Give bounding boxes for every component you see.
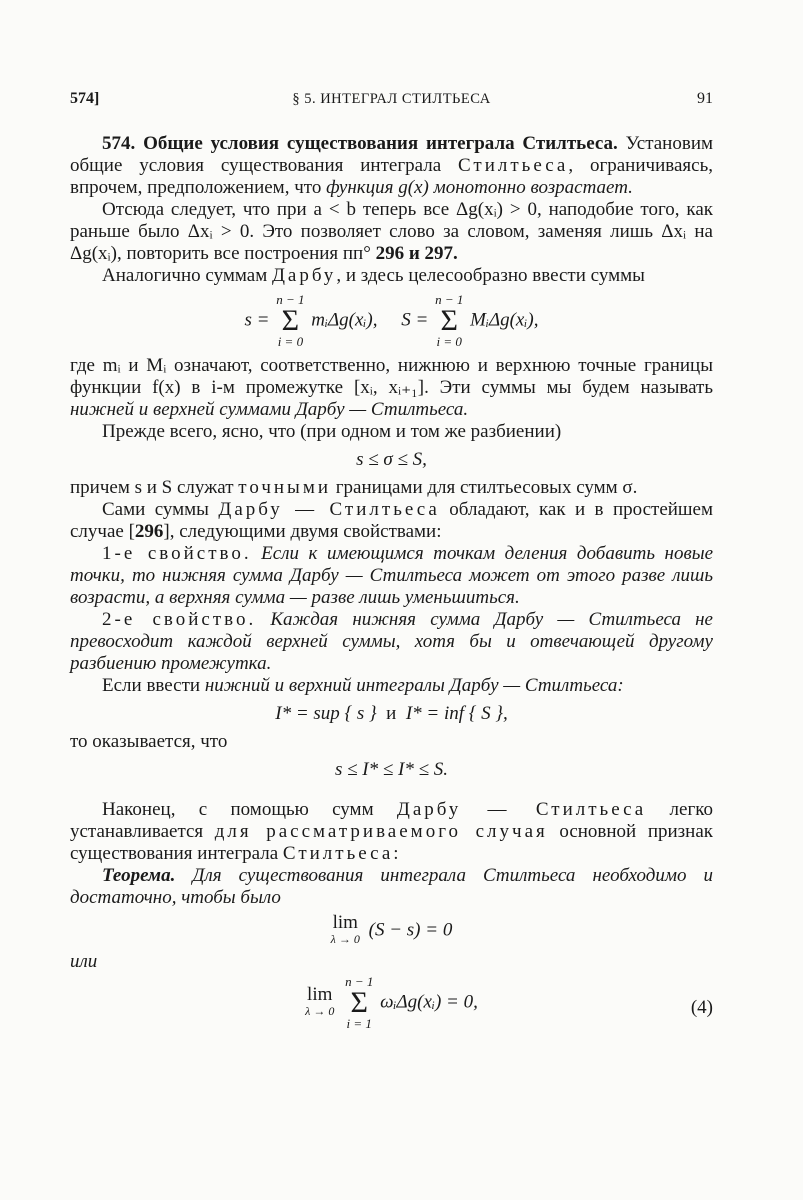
criterion-spaced-3: Стилтьеса <box>282 843 394 864</box>
property-1-text: Если к имеющимся точкам деления добавить новые точки, то нижняя сумма Дарбу — Стилтьеса может от этого разве лишь возрасти, а верхняя сумма — разве лишь уменьшиться. <box>70 543 713 608</box>
first-of-all-text: Прежде всего, ясно, что (при одном и том же разбиении) <box>102 421 562 442</box>
props-text-1: Сами суммы <box>102 499 219 520</box>
integrals-text: Если ввести <box>102 675 205 696</box>
formula-limit-2 <box>70 975 713 1031</box>
formula-darboux-sums <box>70 292 713 349</box>
sigma-omega-sum <box>345 975 373 1031</box>
props-text-3: ], следующими двумя свойствами: <box>163 521 442 542</box>
section-heading-title: Общие условия существования интеграла Стилтьеса. <box>143 133 618 154</box>
intro-italic: функция g(x) монотонно возрастает. <box>326 177 633 198</box>
lim-subscript: λ → 0 <box>305 1004 335 1018</box>
property-1-label: 1-е свойство. <box>102 543 252 564</box>
sigma-upper-sum <box>435 293 463 349</box>
lim-subscript: λ → 0 <box>330 932 360 946</box>
criterion-text-2: легко устанавливается <box>70 799 714 842</box>
sigma-sign: Σ <box>281 304 300 337</box>
sigma-lower-limit: i = 1 <box>346 1016 372 1031</box>
sigma-sign: Σ <box>440 304 458 337</box>
darboux-text-2: , и здесь целесообразно ввести суммы <box>336 265 645 286</box>
paragraph-theorem <box>70 865 713 909</box>
limit-1-expression: (S − s) = 0 <box>368 919 453 941</box>
paragraph-exact-bounds <box>70 477 713 499</box>
exact-text-2: границами для стилтьесовых сумм σ. <box>331 477 638 498</box>
paragraph-intro <box>70 133 713 199</box>
page-number: 91 <box>697 90 713 107</box>
formula-s-term: mᵢΔg(xᵢ), <box>311 309 378 331</box>
formula-inequality-2: s ≤ I* ≤ I* ≤ S. <box>334 759 449 780</box>
paragraph-darboux-sums <box>70 265 713 287</box>
paragraph-bounds <box>70 355 713 421</box>
section-number: 574] <box>70 90 100 107</box>
props-ref: 296 <box>134 521 164 542</box>
page-header <box>70 90 713 114</box>
lim-operator <box>305 984 335 1019</box>
darboux-text-1: Аналогично суммам <box>102 265 272 286</box>
formula-integrals <box>70 703 713 725</box>
limit-2-expression: ωᵢΔg(xᵢ) = 0, <box>380 991 478 1013</box>
paragraph-property-2 <box>70 609 713 675</box>
running-title: § 5. ИНТЕГРАЛ СТИЛТЬЕСА <box>292 91 491 107</box>
lim-word: lim <box>332 912 358 933</box>
sigma-upper-limit: n − 1 <box>345 974 374 989</box>
formula-s-lhs: s = <box>244 309 275 331</box>
lim-operator <box>330 912 360 947</box>
page-body <box>70 133 713 1031</box>
or-word: или <box>70 951 98 972</box>
formula-and: и <box>386 703 397 724</box>
name-darboux: Дарбу <box>271 265 337 286</box>
paragraph-properties-intro <box>70 499 713 543</box>
equation-number: (4) <box>690 997 713 1018</box>
consequence-refs: 296 и 297. <box>375 243 458 264</box>
criterion-spaced-1: Дарбу — Стилтьеса <box>396 799 647 820</box>
property-2-label: 2-е свойство. <box>102 609 257 630</box>
criterion-text-3: основной признак существования интеграла <box>70 821 713 864</box>
criterion-text-4: : <box>393 843 399 864</box>
formula-S-lhs: S = <box>401 309 434 331</box>
sigma-sign: Σ <box>350 986 368 1019</box>
paragraph-consequence <box>70 199 713 265</box>
formula-inequality-1: s ≤ σ ≤ S, <box>356 449 427 470</box>
lower-integral: I* = sup { s } <box>275 703 377 724</box>
it-turns-out-text: то оказывается, что <box>70 731 228 752</box>
paragraph-first-of-all <box>70 421 713 443</box>
formula-limit-1 <box>70 912 713 947</box>
intro-text: Установим общие условия существования интеграла <box>70 133 714 176</box>
paragraph-integrals-intro <box>70 675 713 697</box>
paragraph-it-turns-out <box>70 731 713 753</box>
criterion-spaced-2: для рассматриваемого случая <box>214 821 548 842</box>
formula-S-term: MᵢΔg(xᵢ), <box>470 309 539 331</box>
paragraph-criterion <box>70 799 713 865</box>
bounds-text: где mᵢ и Mᵢ означают, соответственно, нижнюю и верхнюю точные границы функции f(x) в i-м промежутке [xᵢ, xᵢ₊₁]. Эти суммы мы будем называть <box>70 355 713 398</box>
props-spaced: Дарбу — Стилтьеса <box>218 499 440 520</box>
property-2-text: Каждая нижняя сумма Дарбу — Стилтьеса не превосходит каждой верхней суммы, хотя бы и отвечающей другому разбиению промежутка. <box>70 609 713 674</box>
paragraph-property-1 <box>70 543 713 609</box>
theorem-label: Теорема. <box>102 865 176 886</box>
sigma-lower-limit: i = 0 <box>436 334 462 349</box>
upper-integral: I* = inf { S }, <box>405 703 508 724</box>
integrals-italic: нижний и верхний интегралы Дарбу — Стилтьеса: <box>204 675 624 696</box>
props-text-2: обладают, как и в простейшем случае [ <box>70 499 714 542</box>
section-heading-number: 574. <box>102 133 136 154</box>
sigma-lower-limit: i = 0 <box>277 334 304 349</box>
exact-spaced: точными <box>238 477 332 498</box>
criterion-text-1: Наконец, с помощью сумм <box>102 799 397 820</box>
intro-text-2: , ограничиваясь, впрочем, предположением, что <box>70 155 713 198</box>
theorem-text: Для существования интеграла Стилтьеса необходимо и достаточно, чтобы было <box>70 865 713 908</box>
exact-text-1: причем s и S служат <box>70 477 239 498</box>
lim-word: lim <box>307 984 333 1005</box>
sigma-upper-limit: n − 1 <box>435 292 464 307</box>
sigma-lower-sum <box>276 293 304 349</box>
name-stieltjes: Стилтьеса <box>458 155 569 176</box>
sigma-upper-limit: n − 1 <box>276 292 305 307</box>
consequence-text: Отсюда следует, что при a < b теперь все Δg(xᵢ) > 0, наподобие того, как раньше было Δxᵢ > 0. Это позволяет слово за словом, заменяя лишь Δxᵢ на Δg(xᵢ), повторить все построения пп° <box>70 199 713 264</box>
bounds-italic: нижней и верхней суммами Дарбу — Стилтьеса. <box>70 399 469 420</box>
